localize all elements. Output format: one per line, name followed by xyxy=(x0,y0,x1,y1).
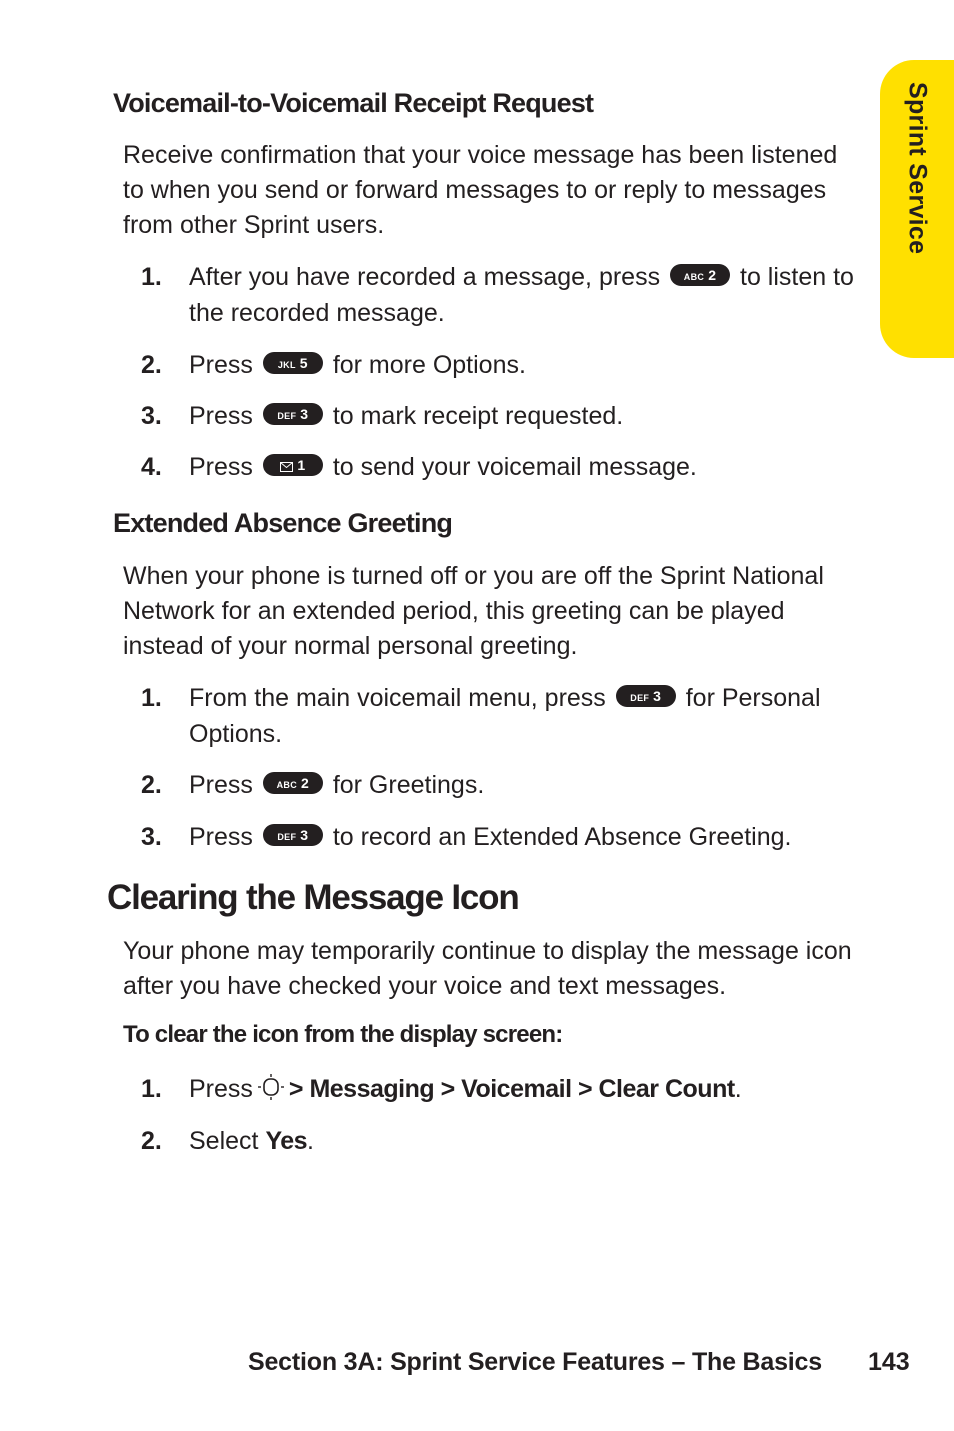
page-number: 143 xyxy=(868,1348,910,1376)
abc-2-key-icon: ABC 2 xyxy=(670,264,730,286)
absence-step-1: 1. From the main voicemail menu, press DEF 3 for Personal Options. xyxy=(141,684,821,748)
clearing-subheading: To clear the icon from the display screen: xyxy=(123,1021,563,1048)
clearing-step-1: 1. Press > Messaging > Voicemail > Clear Count. xyxy=(141,1075,742,1103)
absence-step-2: 2. Press ABC 2 for Greetings. xyxy=(141,771,485,799)
clearing-step-2: 2. Select Yes. xyxy=(141,1127,314,1155)
clearing-intro: Your phone may temporarily continue to display the message icon after you have checked your voice and text messages. xyxy=(123,937,852,1000)
clearing-heading: Clearing the Message Icon xyxy=(107,878,519,917)
side-tab-label: Sprint Service xyxy=(903,82,932,255)
def-3-key-icon: DEF 3 xyxy=(616,685,676,707)
def-3-key-icon: DEF 3 xyxy=(263,403,323,425)
envelope-1-key-icon: 1 xyxy=(263,454,323,476)
def-3-key-icon: DEF 3 xyxy=(263,824,323,846)
footer-section-title: Section 3A: Sprint Service Features – The Basics xyxy=(248,1348,822,1376)
receipt-step-4: 4. Press 1 to send your voicemail message. xyxy=(141,453,697,481)
side-tab xyxy=(880,60,954,358)
receipt-heading: Voicemail-to-Voicemail Receipt Request xyxy=(113,88,594,118)
absence-step-3: 3. Press DEF 3 to record an Extended Absence Greeting. xyxy=(141,823,792,851)
absence-intro: When your phone is turned off or you are off the Sprint National Network for an extended period, this greeting can be played instead of your normal personal greeting. xyxy=(123,562,824,660)
jkl-5-key-icon: JKL 5 xyxy=(263,352,323,374)
receipt-step-3: 3. Press DEF 3 to mark receipt requested. xyxy=(141,402,624,430)
receipt-intro: Receive confirmation that your voice message has been listened to when you send or forward messages to or reply to messages from other Sprint users. xyxy=(123,141,838,239)
nav-key-icon xyxy=(256,1073,286,1101)
menu-path: > Messaging > Voicemail > Clear Count xyxy=(288,1075,735,1103)
absence-heading: Extended Absence Greeting xyxy=(113,508,453,538)
abc-2-key-icon: ABC 2 xyxy=(263,772,323,794)
envelope-icon xyxy=(280,462,293,472)
receipt-step-1: 1. After you have recorded a message, press ABC 2 to listen to the recorded message. xyxy=(141,263,854,327)
receipt-step-2: 2. Press JKL 5 for more Options. xyxy=(141,351,526,379)
